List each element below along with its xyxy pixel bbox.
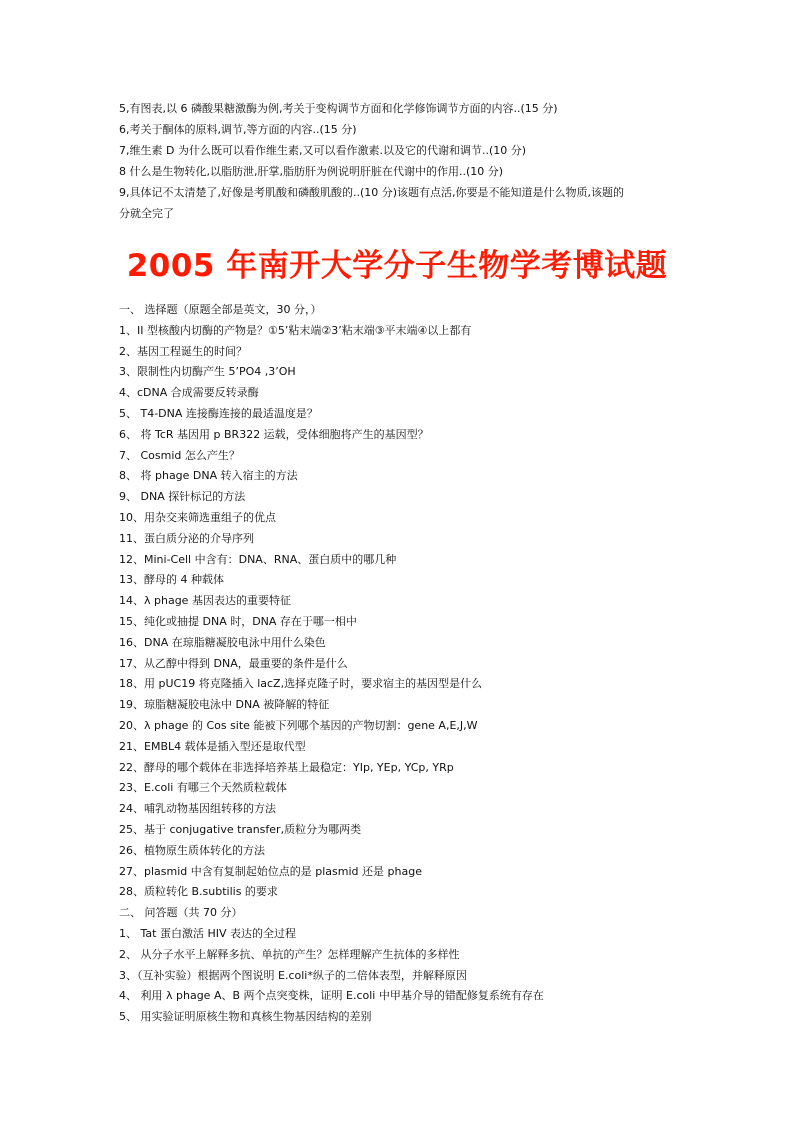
section-heading-essay: 二、 问答题（共 70 分） <box>119 906 243 920</box>
question-item: 9、 DNA 探针标记的方法 <box>119 490 246 504</box>
question-item: 14、λ phage 基因表达的重要特征 <box>119 594 291 608</box>
question-item: 6、 将 TcR 基因用 p BR322 运载，受体细胞将产生的基因型？ <box>119 427 429 441</box>
question-line: 8 什么是生物转化,以脂肪泄,肝掌,脂肪肝为例说明肝脏在代谢中的作用..(10 分) <box>119 165 504 178</box>
question-item: 12、Mini-Cell 中含有：DNA、RNA、蛋白质中的哪几种 <box>119 552 397 566</box>
page-title: 2005 年南开大学分子生物学考博试题 <box>126 248 668 284</box>
question-line: 7,维生素 D 为什么既可以看作维生素,又可以看作激素.以及它的代谢和调节..(10 分) <box>119 144 527 157</box>
question-item: 5、 用实验证明原核生物和真核生物基因结构的差别 <box>119 1010 372 1024</box>
question-line: 分就全完了 <box>119 207 174 220</box>
question-line: 6,考关于酮体的原料,调节,等方面的内容..(15 分) <box>119 123 357 136</box>
question-item: 20、λ phage 的 Cos site 能被下列哪个基因的产物切割：gene A,E,J,W <box>119 718 478 732</box>
question-item: 11、蛋白质分泌的介导序列 <box>119 531 254 545</box>
question-item: 27、plasmid 中含有复制起始位点的是 plasmid 还是 phage <box>119 864 422 878</box>
question-line: 9,具体记不太清楚了,好像是考肌酸和磷酸肌酸的..(10 分)该题有点活,你要是不能知道是什么物质,该题的 <box>119 186 625 199</box>
previous-exam-questions <box>119 98 689 224</box>
question-item: 8、 将 phage DNA 转入宿主的方法 <box>119 469 298 483</box>
question-item: 1、 Tat 蛋白激活 HIV 表达的全过程 <box>119 926 296 940</box>
question-item: 10、用杂交来筛选重组子的优点 <box>119 510 276 524</box>
exam-body <box>119 300 719 1028</box>
question-item: 5、 T4-DNA 连接酶连接的最适温度是？ <box>119 406 318 420</box>
question-item: 2、 从分子水平上解释多抗、单抗的产生？怎样理解产生抗体的多样性 <box>119 947 460 961</box>
question-item: 18、用 pUC19 将克隆插入 lacZ,选择克隆子时，要求宿主的基因型是什么 <box>119 677 483 691</box>
question-item: 26、植物原生质体转化的方法 <box>119 843 265 857</box>
question-item: 23、E.coli 有哪三个天然质粒载体 <box>119 781 287 795</box>
question-item: 13、酵母的 4 种载体 <box>119 573 224 587</box>
question-item: 22、酵母的哪个载体在非选择培养基上最稳定：YIp, YEp, YCp, YRp <box>119 760 454 774</box>
question-item: 3、限制性内切酶产生 5’PO4 ,3’OH <box>119 365 296 379</box>
question-item: 4、 利用 λ phage A、B 两个点突变株，证明 E.coli 中甲基介导的错配修复系统有存在 <box>119 989 544 1003</box>
question-item: 16、DNA 在琼脂糖凝胶电泳中用什么染色 <box>119 635 326 649</box>
question-item: 25、基于 conjugative transfer,质粒分为哪两类 <box>119 822 362 836</box>
question-item: 21、EMBL4 载体是插入型还是取代型 <box>119 739 306 753</box>
section-heading-choice: 一、 选择题（原题全部是英文，30 分，） <box>119 303 322 316</box>
question-line: 5,有图表,以 6 磷酸果糖激酶为例,考关于变构调节方面和化学修饰调节方面的内容..(15 分) <box>119 102 558 115</box>
question-item: 4、cDNA 合成需要反转录酶 <box>119 386 259 400</box>
question-item: 2、基因工程诞生的时间？ <box>119 344 247 358</box>
question-item: 24、哺乳动物基因组转移的方法 <box>119 802 276 816</box>
question-item: 28、质粒转化 B.subtilis 的要求 <box>119 885 278 899</box>
question-item: 1、II 型核酸内切酶的产物是？①5’粘末端②3’粘末端③平末端④以上都有 <box>119 323 472 337</box>
question-item: 7、 Cosmid 怎么产生？ <box>119 448 240 462</box>
question-item: 15、纯化或抽提 DNA 时，DNA 存在于哪一相中 <box>119 614 357 628</box>
question-item: 17、从乙醇中得到 DNA，最重要的条件是什么 <box>119 656 348 670</box>
question-item: 3、（互补实验）根据两个图说明 E.coli*纵子的二倍体表型，并解释原因 <box>119 968 467 982</box>
question-item: 19、琼脂糖凝胶电泳中 DNA 被降解的特征 <box>119 698 330 712</box>
